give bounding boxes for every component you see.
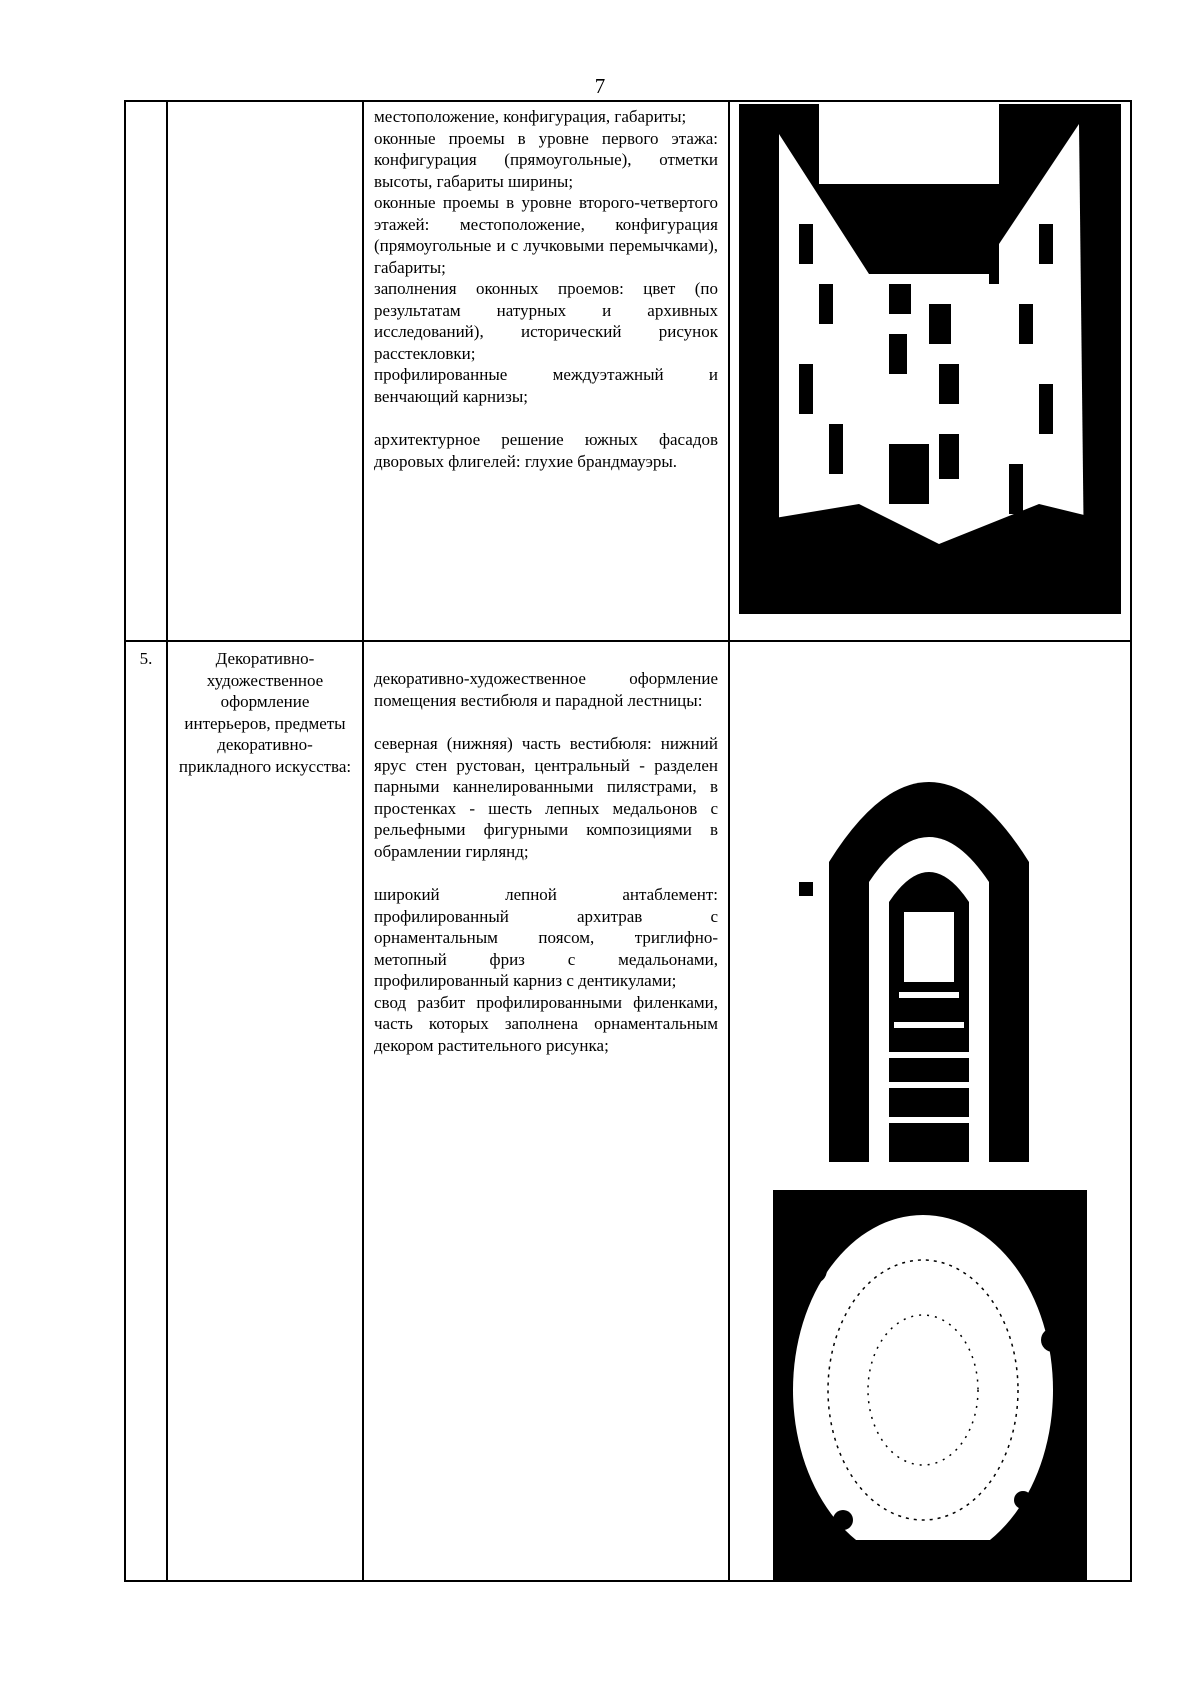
row-number-cell: 5. bbox=[125, 641, 167, 1581]
row-photo-cell bbox=[729, 641, 1131, 1581]
description-paragraph: свод разбит профилированными филенками, часть которых заполнена орнаментальным декором растительного рисунка; bbox=[374, 992, 718, 1055]
description-paragraph: оконные проемы в уровне второго-четвертого этажей: местоположение, конфигурация (прямоугольные и с лучковыми перемычками), габариты; bbox=[374, 193, 718, 277]
description-paragraph: заполнения оконных проемов: цвет (по результатам натурных и архивных исследований), исторический рисунок расстекловки; bbox=[374, 279, 718, 363]
row-description-cell bbox=[363, 101, 729, 641]
description-paragraph: архитектурное решение южных фасадов дворовых флигелей: глухие брандмауэры. bbox=[374, 430, 718, 471]
row-description-cell bbox=[363, 641, 729, 1581]
description-paragraph: северная (нижняя) часть вестибюля: нижний ярус стен рустован, центральный - разделен парными каннелированными пилястрами, в простенках - шесть лепных медальонов с рельефными фигурными композициями в обрамлении гирлянд; bbox=[374, 734, 718, 861]
table-row bbox=[125, 101, 1131, 641]
description-paragraph: местоположение, конфигурация, габариты; bbox=[374, 107, 687, 126]
protection-subject-table bbox=[124, 100, 1132, 1582]
description-paragraph: широкий лепной антаблемент: профилированный архитрав с орнаментальным поясом, триглифно-метопный фриз с медальонами, профилированный карниз с дентикулами; bbox=[374, 885, 718, 990]
row-number-cell bbox=[125, 101, 167, 641]
description-paragraph: декоративно-художественное оформление помещения вестибюля и парадной лестницы: bbox=[374, 669, 718, 710]
description-paragraph: оконные проемы в уровне первого этажа: конфигурация (прямоугольные), отметки высоты, габариты ширины; bbox=[374, 128, 718, 191]
table-row bbox=[125, 641, 1131, 1581]
row-name-cell bbox=[167, 101, 363, 641]
courtyard-facade-photo bbox=[739, 104, 1121, 614]
row-photo-cell bbox=[729, 101, 1131, 641]
description-paragraph: профилированные междуэтажный и венчающий карнизы; bbox=[374, 365, 718, 406]
row-name-cell: Декоративно-художественное оформление интерьеров, предметы декоративно-прикладного искусства: bbox=[167, 641, 363, 1581]
vestibule-staircase-photo bbox=[739, 662, 1121, 1170]
page-number: 7 bbox=[594, 74, 606, 98]
vault-ceiling-photo bbox=[773, 1190, 1087, 1580]
